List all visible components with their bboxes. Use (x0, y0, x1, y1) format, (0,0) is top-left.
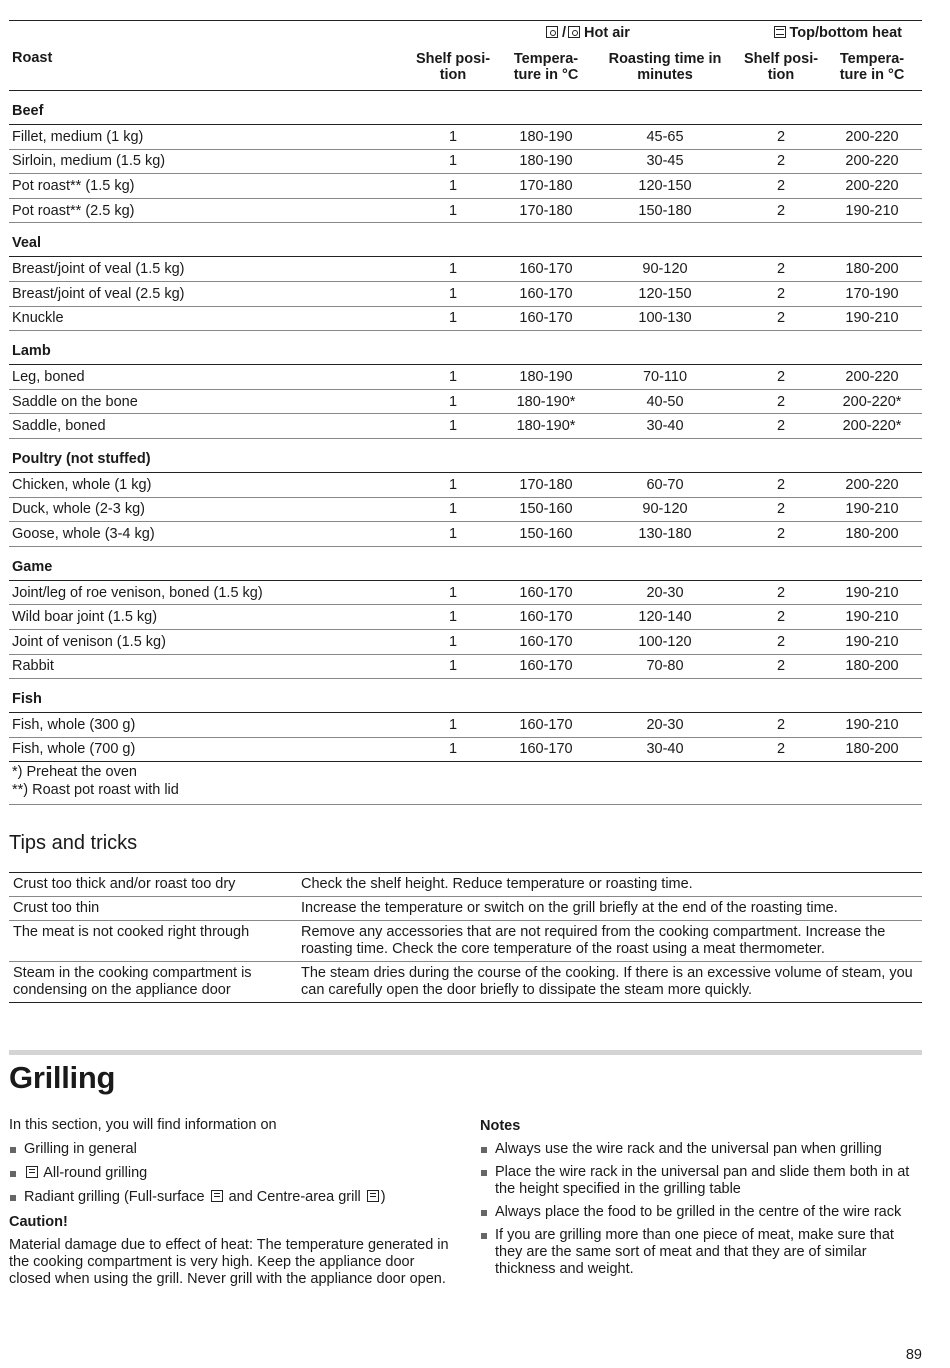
hot-air-eco-icon (568, 26, 580, 38)
category-row (9, 438, 922, 472)
table-cell: 2 (740, 365, 822, 390)
table-row (9, 654, 922, 679)
table-row (9, 174, 922, 199)
table-cell: Saddle on the bone (9, 389, 404, 414)
table-cell: 160-170 (502, 580, 590, 605)
table-cell: 130-180 (590, 522, 740, 547)
table-cell: 1 (404, 174, 502, 199)
table-cell: Pot roast** (2.5 kg) (9, 198, 404, 223)
table-cell: Duck, whole (2-3 kg) (9, 497, 404, 522)
table-cell: 150-180 (590, 198, 740, 223)
footnote: **) Roast pot roast with lid (9, 782, 922, 805)
table-cell: 2 (740, 654, 822, 679)
table-cell: 200-220 (822, 174, 922, 199)
top-bottom-heat-icon (774, 26, 786, 38)
table-cell: 1 (404, 605, 502, 630)
table-cell: 1 (404, 414, 502, 439)
list-item: Grilling in general (9, 1141, 459, 1158)
table-cell: 1 (404, 654, 502, 679)
table-cell: 200-220* (822, 414, 922, 439)
table-cell: Joint/leg of roe venison, boned (1.5 kg) (9, 580, 404, 605)
table-row (9, 306, 922, 331)
table-cell: 190-210 (822, 198, 922, 223)
table-cell: 160-170 (502, 713, 590, 738)
table-cell: 190-210 (822, 497, 922, 522)
table-cell: 120-150 (590, 281, 740, 306)
table-cell: 160-170 (502, 306, 590, 331)
shelf-ha-col-header: Shelf posi- tion (404, 45, 502, 91)
table-cell: 2 (740, 125, 822, 150)
problem-cell: Crust too thick and/or roast too dry (9, 873, 297, 897)
hot-air-icon (546, 26, 558, 38)
table-cell: 1 (404, 257, 502, 282)
table-cell: Leg, boned (9, 365, 404, 390)
table-cell: 2 (740, 497, 822, 522)
table-row (9, 257, 922, 282)
list-item: Always place the food to be grilled in the centre of the wire rack (480, 1204, 922, 1221)
table-cell: 40-50 (590, 389, 740, 414)
table-cell: Knuckle (9, 306, 404, 331)
table-row (9, 149, 922, 174)
roast-table-body (9, 91, 922, 805)
table-cell: 200-220 (822, 365, 922, 390)
tips-table (9, 872, 922, 1003)
table-cell: 90-120 (590, 257, 740, 282)
table-cell: 1 (404, 149, 502, 174)
table-cell: 180-190* (502, 389, 590, 414)
table-cell: 180-200 (822, 654, 922, 679)
roasting-table (9, 20, 922, 805)
table-cell: 170-180 (502, 174, 590, 199)
roast-col-header: Roast (9, 45, 404, 91)
table-cell: 2 (740, 306, 822, 331)
list-item: Place the wire rack in the universal pan and slide them both in at the height specified in the grilling table (480, 1164, 922, 1198)
table-cell: 180-200 (822, 257, 922, 282)
full-surface-grill-icon (211, 1190, 223, 1202)
problem-cell: The meat is not cooked right through (9, 921, 297, 962)
table-cell: 30-45 (590, 149, 740, 174)
table-cell: 1 (404, 497, 502, 522)
footnote-row (9, 762, 922, 782)
table-cell: 1 (404, 580, 502, 605)
table-cell: 90-120 (590, 497, 740, 522)
category-label: Beef (9, 91, 922, 125)
table-cell: 70-80 (590, 654, 740, 679)
table-row (9, 125, 922, 150)
list-item: All-round grilling (9, 1165, 459, 1182)
grilling-heading: Grilling (9, 1060, 116, 1095)
notes-list (480, 1141, 922, 1278)
table-cell: Goose, whole (3-4 kg) (9, 522, 404, 547)
table-cell: 150-160 (502, 497, 590, 522)
table-cell: 2 (740, 580, 822, 605)
temp-tb-col-header: Tempera- ture in °C (822, 45, 922, 91)
table-cell: 30-40 (590, 414, 740, 439)
table-cell: 1 (404, 629, 502, 654)
table-cell: 160-170 (502, 654, 590, 679)
table-cell: 20-30 (590, 580, 740, 605)
table-cell: 20-30 (590, 713, 740, 738)
table-cell: 2 (740, 198, 822, 223)
table-cell: 190-210 (822, 605, 922, 630)
category-row (9, 679, 922, 713)
table-cell: 200-220* (822, 389, 922, 414)
category-label: Game (9, 546, 922, 580)
table-cell: Pot roast** (1.5 kg) (9, 174, 404, 199)
intro-text: In this section, you will find information on (9, 1117, 277, 1133)
category-row (9, 331, 922, 365)
notes-heading: Notes (480, 1118, 521, 1134)
table-cell: 1 (404, 281, 502, 306)
table-cell: 2 (740, 629, 822, 654)
tips-row (9, 962, 922, 1003)
table-row (9, 522, 922, 547)
table-cell: 1 (404, 198, 502, 223)
table-cell: 200-220 (822, 149, 922, 174)
grilling-topics-list (9, 1141, 459, 1206)
shelf-tb-col-header: Shelf posi- tion (740, 45, 822, 91)
table-cell: 200-220 (822, 125, 922, 150)
footnote-row (9, 782, 922, 805)
table-cell: 2 (740, 605, 822, 630)
remedy-cell: Check the shelf height. Reduce temperature or roasting time. (297, 873, 922, 897)
category-label: Lamb (9, 331, 922, 365)
problem-cell: Steam in the cooking compartment is condensing on the appliance door (13, 965, 252, 998)
table-cell: 170-180 (502, 472, 590, 497)
table-cell: 160-170 (502, 257, 590, 282)
list-item: If you are grilling more than one piece of meat, make sure that they are the same sort of meat and that they are of similar thickness and weight. (480, 1227, 922, 1278)
remedy-cell: Increase the temperature or switch on the grill briefly at the end of the roasting time. (297, 897, 922, 921)
list-item: Radiant grilling (Full-surface and Centre-area grill ) (9, 1189, 459, 1206)
table-cell: Fish, whole (700 g) (9, 737, 404, 762)
table-cell: 180-190 (502, 125, 590, 150)
table-row (9, 737, 922, 762)
table-cell: 190-210 (822, 713, 922, 738)
category-row (9, 223, 922, 257)
top-bottom-heat-header: Top/bottom heat (740, 21, 922, 45)
table-cell: 150-160 (502, 522, 590, 547)
tips-row (9, 873, 922, 897)
table-cell: Breast/joint of veal (1.5 kg) (9, 257, 404, 282)
table-cell: 160-170 (502, 605, 590, 630)
table-cell: 170-190 (822, 281, 922, 306)
category-row (9, 546, 922, 580)
table-cell: 2 (740, 414, 822, 439)
table-row (9, 580, 922, 605)
notes-column (480, 1117, 922, 1278)
table-cell: 200-220 (822, 472, 922, 497)
table-cell: 2 (740, 149, 822, 174)
table-cell: 160-170 (502, 281, 590, 306)
table-cell: Fish, whole (300 g) (9, 713, 404, 738)
table-cell: 2 (740, 281, 822, 306)
category-label: Poultry (not stuffed) (9, 438, 922, 472)
tips-row (9, 897, 922, 921)
table-cell: 160-170 (502, 737, 590, 762)
temp-ha-col-header: Tempera- ture in °C (502, 45, 590, 91)
table-cell: 2 (740, 472, 822, 497)
table-cell: 180-190 (502, 365, 590, 390)
table-row (9, 629, 922, 654)
table-row (9, 472, 922, 497)
remedy-cell: Remove any accessories that are not required from the cooking compartment. Increase the roasting time. Check the core temperature of the roast using a meat thermometer. (297, 921, 922, 962)
section-divider (9, 1050, 922, 1055)
table-row (9, 281, 922, 306)
table-row (9, 389, 922, 414)
table-cell: 170-180 (502, 198, 590, 223)
table-cell: 2 (740, 737, 822, 762)
remedy-cell: The steam dries during the course of the cooking. If there is an excessive volume of steam, you can carefully open the door briefly to dissipate the steam more quickly. (301, 965, 913, 998)
tips-heading: Tips and tricks (9, 832, 138, 854)
time-col-header: Roasting time in minutes (590, 45, 740, 91)
table-cell: 2 (740, 174, 822, 199)
table-cell: Fillet, medium (1 kg) (9, 125, 404, 150)
table-row (9, 497, 922, 522)
table-cell: 100-120 (590, 629, 740, 654)
table-cell: 60-70 (590, 472, 740, 497)
all-round-grill-icon (26, 1166, 38, 1178)
problem-cell: Crust too thin (9, 897, 297, 921)
table-cell: 120-140 (590, 605, 740, 630)
table-cell: 190-210 (822, 629, 922, 654)
table-row (9, 605, 922, 630)
table-cell: 120-150 (590, 174, 740, 199)
table-cell: 2 (740, 522, 822, 547)
table-cell: Wild boar joint (1.5 kg) (9, 605, 404, 630)
table-cell: 2 (740, 257, 822, 282)
table-row (9, 713, 922, 738)
table-cell: 160-170 (502, 629, 590, 654)
grilling-intro-column (9, 1117, 459, 1288)
caution-heading: Caution! (9, 1214, 68, 1230)
table-cell: 70-110 (590, 365, 740, 390)
table-cell: 1 (404, 522, 502, 547)
table-cell: 180-190* (502, 414, 590, 439)
table-cell: Saddle, boned (9, 414, 404, 439)
list-item: Always use the wire rack and the universal pan when grilling (480, 1141, 922, 1158)
table-cell: Chicken, whole (1 kg) (9, 472, 404, 497)
table-cell: 100-130 (590, 306, 740, 331)
table-cell: 1 (404, 737, 502, 762)
page-number: 89 (905, 1347, 922, 1363)
category-row (9, 91, 922, 125)
table-row (9, 414, 922, 439)
table-cell: 1 (404, 125, 502, 150)
table-cell: 1 (404, 472, 502, 497)
table-cell: 1 (404, 713, 502, 738)
table-row (9, 365, 922, 390)
table-cell: Breast/joint of veal (2.5 kg) (9, 281, 404, 306)
footnote: *) Preheat the oven (12, 764, 137, 781)
table-cell: 190-210 (822, 580, 922, 605)
table-cell: 45-65 (590, 125, 740, 150)
table-cell: 30-40 (590, 737, 740, 762)
category-label: Fish (9, 679, 922, 713)
caution-text: Material damage due to effect of heat: The temperature generated in the cooking compartment is very high. Keep the appliance door closed when using the grill. Never grill with the appliance door open. (9, 1237, 449, 1287)
table-cell: 1 (404, 365, 502, 390)
table-cell: Joint of venison (1.5 kg) (9, 629, 404, 654)
table-cell: 2 (740, 713, 822, 738)
table-cell: 1 (404, 389, 502, 414)
table-cell: 180-200 (822, 522, 922, 547)
table-cell: 180-190 (502, 149, 590, 174)
hot-air-header: / Hot air (502, 21, 740, 45)
table-cell: 2 (740, 389, 822, 414)
table-cell: Rabbit (9, 654, 404, 679)
table-row (9, 198, 922, 223)
table-cell: 180-200 (822, 737, 922, 762)
table-cell: 190-210 (822, 306, 922, 331)
category-label: Veal (9, 223, 922, 257)
table-cell: Sirloin, medium (1.5 kg) (9, 149, 404, 174)
tips-row (9, 921, 922, 962)
centre-area-grill-icon (367, 1190, 379, 1202)
table-cell: 1 (404, 306, 502, 331)
